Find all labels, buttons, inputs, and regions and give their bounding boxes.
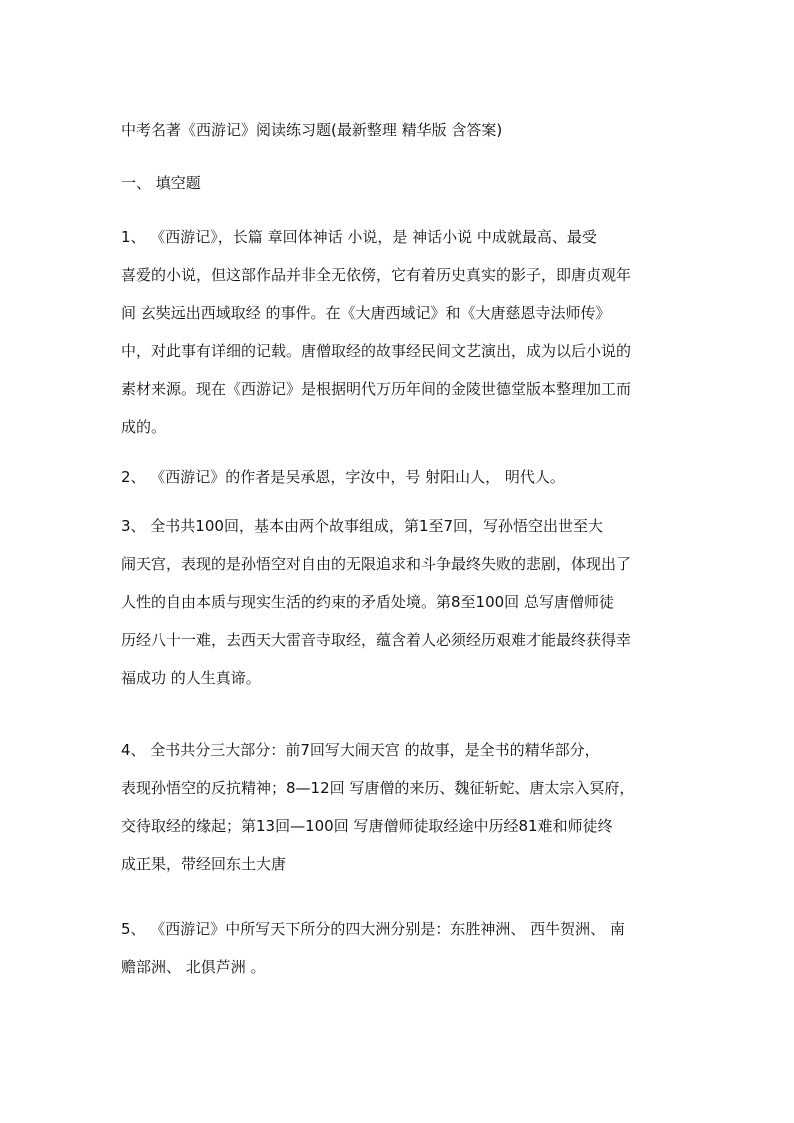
- paragraph-line: 素材来源。现在《西游记》是根据明代万历年间的金陵世德堂版本整理加工而: [121, 380, 632, 398]
- paragraph-line: 表现孙悟空的反抗精神；8—12回 写唐僧的来历、魏征斩蛇、唐太宗入冥府，: [121, 779, 635, 797]
- paragraph-line: 间 玄奘远出西域取经 的事件。在《大唐西域记》和《大唐慈恩寺法师传》: [121, 304, 611, 322]
- paragraph-line: 历经八十一难，去西天大雷音寺取经，蕴含着人必须经历艰难才能最终获得幸: [121, 631, 632, 649]
- paragraph-line: 1、 《西游记》，长篇 章回体神话 小说，是 神话小说 中成就最高、最受: [121, 228, 597, 246]
- section-heading: 一、 填空题: [121, 174, 201, 192]
- paragraph-line: 人性的自由本质与现实生活的约束的矛盾处境。第8至100回 总写唐僧师徒: [121, 593, 614, 611]
- paragraph-line: 赡部洲、 北俱芦洲 。: [121, 958, 266, 976]
- paragraph-line: 成正果，带经回东土大唐: [121, 855, 287, 873]
- paragraph-1: [121, 218, 681, 446]
- paragraph-line: 交待取经的缘起；第13回—100回 写唐僧师徒取经途中历经81难和师徒终: [121, 817, 613, 835]
- paragraph-3: [121, 507, 681, 697]
- paragraph-line: 闹天宫，表现的是孙悟空对自由的无限追求和斗争最终失败的悲剧，体现出了: [121, 555, 632, 573]
- paragraph-line: 3、 全书共100回，基本由两个故事组成，第1至7回，写孙悟空出世至大: [121, 517, 604, 535]
- paragraph-4: [121, 731, 681, 883]
- paragraph-line: 中，对此事有详细的记载。唐僧取经的故事经民间文艺演出，成为以后小说的: [121, 342, 632, 360]
- paragraph-line: 2、 《西游记》的作者是吴承恩，字汝中，号 射阳山人， 明代人。: [121, 468, 565, 486]
- paragraph-2: [121, 458, 681, 496]
- paragraph-line: 成的。: [121, 418, 167, 436]
- paragraph-line: 4、 全书共分三大部分：前7回写大闹天宫 的故事，是全书的精华部分，: [121, 741, 600, 759]
- paragraph-5: [121, 910, 681, 986]
- document-title: 中考名著《西游记》阅读练习题(最新整理 精华版 含答案): [121, 121, 503, 139]
- paragraph-line: 5、 《西游记》中所写天下所分的四大洲分别是：东胜神洲、 西牛贺洲、 南: [121, 920, 625, 938]
- paragraph-line: 喜爱的小说，但这部作品并非全无依傍，它有着历史真实的影子，即唐贞观年: [121, 266, 632, 284]
- paragraph-line: 福成功 的人生真谛。: [121, 669, 261, 687]
